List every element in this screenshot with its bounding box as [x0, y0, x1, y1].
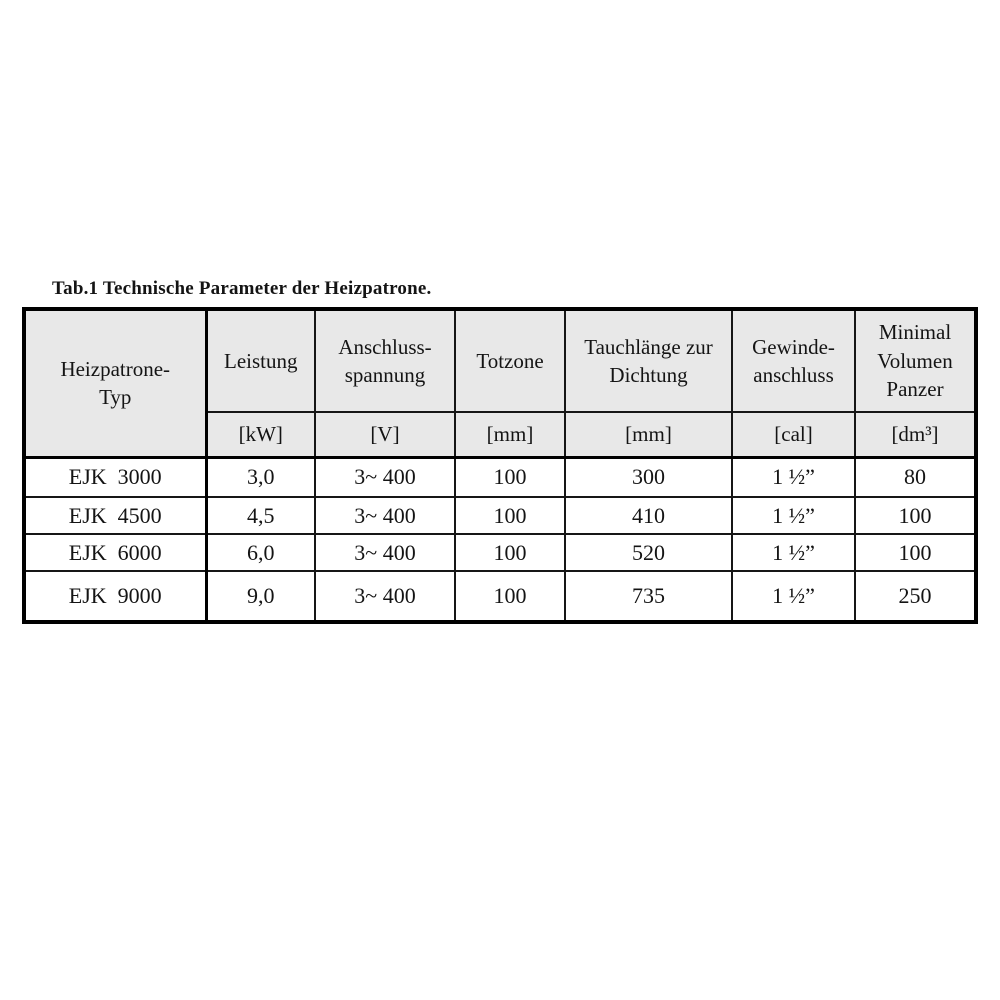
column-unit-4: [mm] [565, 412, 732, 457]
cell-r1-c4: 410 [565, 497, 732, 534]
cell-r1-c5: 1 ½” [732, 497, 855, 534]
column-header-5: Gewinde- anschluss [732, 309, 855, 412]
cell-r0-c1: 3,0 [206, 457, 315, 497]
column-header-2: Anschluss- spannung [315, 309, 455, 412]
cell-type-3: EJK 9000 [24, 571, 206, 622]
cell-r3-c3: 100 [455, 571, 565, 622]
table-body [24, 457, 976, 622]
header-names-row [24, 309, 976, 412]
parameters-table [22, 307, 978, 624]
cell-type-1: EJK 4500 [24, 497, 206, 534]
table-row [24, 534, 976, 571]
cell-r3-c5: 1 ½” [732, 571, 855, 622]
column-header-6: Minimal Volumen Panzer [855, 309, 976, 412]
cell-type-2: EJK 6000 [24, 534, 206, 571]
cell-type-0: EJK 3000 [24, 457, 206, 497]
column-header-4: Tauchlänge zur Dichtung [565, 309, 732, 412]
cell-r3-c1: 9,0 [206, 571, 315, 622]
table-row [24, 571, 976, 622]
column-unit-2: [V] [315, 412, 455, 457]
cell-r2-c6: 100 [855, 534, 976, 571]
cell-r2-c5: 1 ½” [732, 534, 855, 571]
cell-r2-c2: 3~ 400 [315, 534, 455, 571]
cell-r2-c4: 520 [565, 534, 732, 571]
cell-r3-c6: 250 [855, 571, 976, 622]
cell-r0-c5: 1 ½” [732, 457, 855, 497]
table-row [24, 497, 976, 534]
table-row [24, 457, 976, 497]
column-unit-5: [cal] [732, 412, 855, 457]
column-header-0: Heizpatrone- Typ [24, 309, 206, 457]
table-caption: Tab.1 Technische Parameter der Heizpatrone. [52, 278, 432, 299]
cell-r0-c2: 3~ 400 [315, 457, 455, 497]
cell-r0-c6: 80 [855, 457, 976, 497]
cell-r1-c1: 4,5 [206, 497, 315, 534]
cell-r0-c4: 300 [565, 457, 732, 497]
column-unit-1: [kW] [206, 412, 315, 457]
cell-r3-c2: 3~ 400 [315, 571, 455, 622]
cell-r0-c3: 100 [455, 457, 565, 497]
cell-r1-c3: 100 [455, 497, 565, 534]
cell-r1-c2: 3~ 400 [315, 497, 455, 534]
column-unit-6: [dm³] [855, 412, 976, 457]
column-unit-3: [mm] [455, 412, 565, 457]
table-header [24, 309, 976, 457]
cell-r2-c3: 100 [455, 534, 565, 571]
cell-r2-c1: 6,0 [206, 534, 315, 571]
cell-r3-c4: 735 [565, 571, 732, 622]
column-header-3: Totzone [455, 309, 565, 412]
cell-r1-c6: 100 [855, 497, 976, 534]
column-header-1: Leistung [206, 309, 315, 412]
